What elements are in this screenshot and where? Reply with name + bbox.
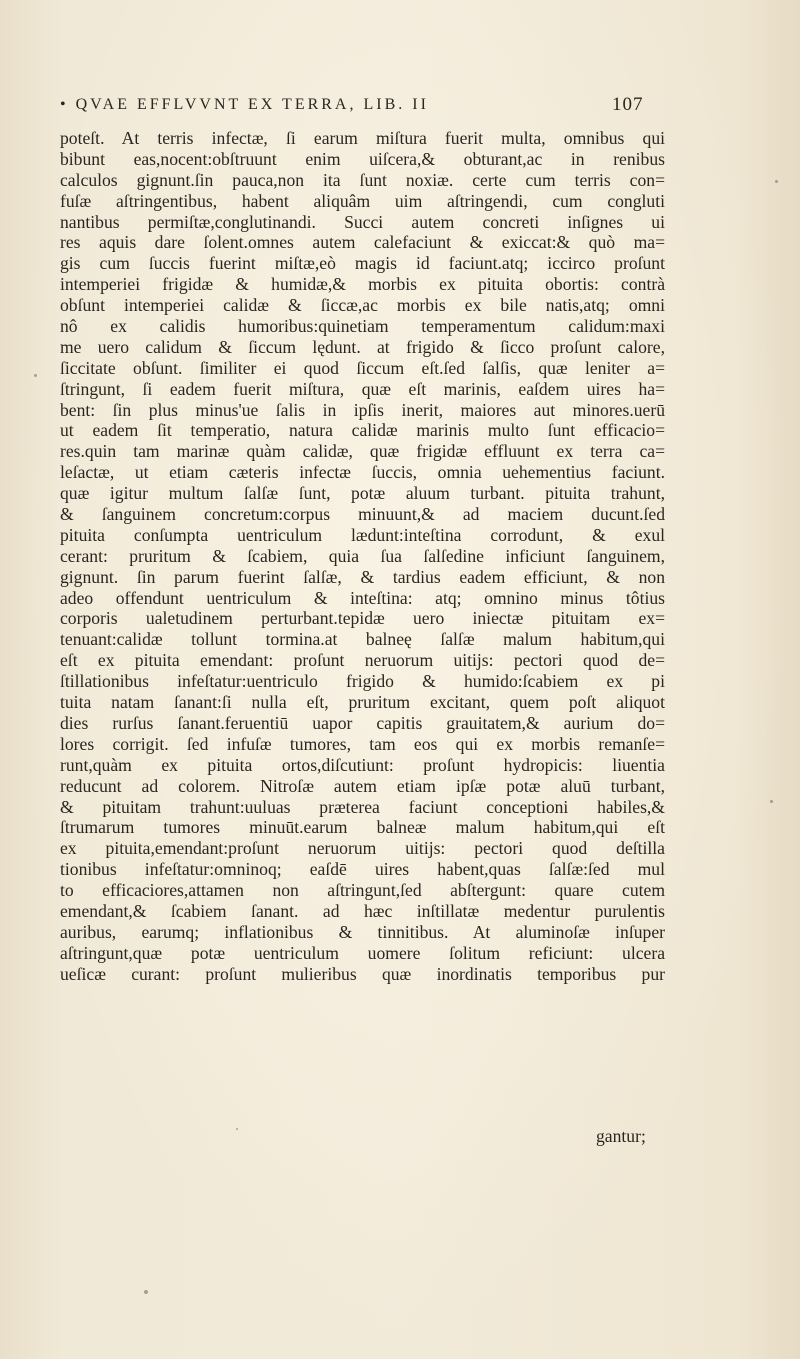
text-line: adeo offendunt uentriculum & inteſtina: atq; omnino minus tôtius (60, 587, 665, 608)
text-line: obſunt intemperiei calidæ & ſiccæ,ac morbis ex bile natis,atq; omni (60, 295, 665, 316)
text-line: auribus, earumq; inflationibus & tinnitibus. At aluminoſæ inſuper (60, 921, 665, 942)
text-line: ut eadem ſit temperatio, natura calidæ marinis multo ſunt efficacio= (60, 420, 665, 441)
text-line: pituita conſumpta uentriculum lædunt:inteſtina corrodunt, & exul (60, 524, 665, 545)
text-line: eſt ex pituita emendant: proſunt neruorum uitijs: pectori quod de= (60, 650, 665, 671)
text-line: quæ igitur multum ſalſæ ſunt, potæ aluum turbant. pituita trahunt, (60, 483, 665, 504)
text-line: ſiccitate obſunt. ſimiliter ei quod ſiccum eſt.ſed ſalſis, quæ leniter a= (60, 357, 665, 378)
text-line: leſactæ, ut etiam cæteris infectæ ſuccis, omnia uehementius faciunt. (60, 462, 665, 483)
text-line: res.quin tam marinæ quàm calidæ, quæ frigidæ effluunt ex terra ca= (60, 441, 665, 462)
text-line: intemperiei frigidæ & humidæ,& morbis ex pituita obortis: contrà (60, 274, 665, 295)
text-line: & ſanguinem concretum:corpus minuunt,& ad maciem ducunt.ſed (60, 504, 665, 525)
text-line: corporis ualetudinem perturbant.tepidæ uero iniectæ pituitam ex= (60, 608, 665, 629)
ink-speck (770, 800, 773, 803)
text-line: tuita natam ſanant:ſi nulla eſt, pruritum excitant, quem poſt aliquot (60, 692, 665, 713)
text-line: nô ex calidis humoribus:quinetiam temperamentum calidum:maxi (60, 316, 665, 337)
text-line: lores corrigit. ſed infuſæ tumores, tam eos qui ex morbis remanſe= (60, 733, 665, 754)
text-line: runt,quàm ex pituita ortos,diſcutiunt: proſunt hydropicis: liuentia (60, 754, 665, 775)
text-line: reducunt ad colorem. Nitroſæ autem etiam ipſæ potæ aluū turbant, (60, 775, 665, 796)
text-line: me uero calidum & ſiccum lędunt. at frigido & ſicco proſunt calore, (60, 336, 665, 357)
page-number: 107 (612, 94, 644, 115)
text-line: cerant: pruritum & ſcabiem, quia ſua ſalſedine inficiunt ſanguinem, (60, 545, 665, 566)
text-line: gignunt. ſin parum fuerint ſalſæ, & tardius eadem efficiunt, & non (60, 566, 665, 587)
text-line: bibunt eas,nocent:obſtruunt enim uiſcera,& obturant,ac in renibus (60, 148, 665, 169)
text-line: nantibus permiſtæ,conglutinandi. Succi autem concreti inſignes ui (60, 211, 665, 232)
ink-speck (775, 180, 778, 183)
text-line: fuſæ aſtringentibus, habent aliquâm uim aſtringendi, cum congluti (60, 190, 665, 211)
running-head-title: • QVAE EFFLVVNT EX TERRA, LIB. II (60, 96, 429, 113)
ink-speck (236, 1128, 238, 1130)
text-line: ſtrumarum tumores minuūt.earum balneæ malum habitum,qui eſt (60, 817, 665, 838)
text-line: aſtringunt,quæ potæ uentriculum uomere ſolitum reficiunt: ulcera (60, 942, 665, 963)
text-line: dies rurſus ſanant.feruentiū uapor capitis grauitatem,& aurium do= (60, 712, 665, 733)
text-line: to efficaciores,attamen non aſtringunt,ſed abſtergunt: quare cutem (60, 880, 665, 901)
text-line: poteſt. At terris infectæ, ſi earum miſtura fuerit multa, omnibus qui (60, 128, 665, 148)
text-line: ſtillationibus infeſtatur:uentriculo frigido & humido:ſcabiem ex pi (60, 671, 665, 692)
text-line: res aquis dare ſolent.omnes autem calefaciunt & exiccat:& quò ma= (60, 232, 665, 253)
text-line: tenuant:calidæ tollunt tormina.at balneę ſalſæ malum habitum,qui (60, 629, 665, 650)
text-line: calculos gignunt.ſin pauca,non ita ſunt noxiæ. certe cum terris con= (60, 169, 665, 190)
text-line: tionibus infeſtatur:omninoq; eaſdē uires habent,quas ſalſæ:ſed mul (60, 859, 665, 880)
text-line: ſtringunt, ſi eadem fuerit miſtura, quæ eſt marinis, eaſdem uires ha= (60, 378, 665, 399)
text-line: gis cum ſuccis fuerint miſtæ,eò magis id faciunt.atq; iccirco proſunt (60, 253, 665, 274)
ink-speck (34, 374, 37, 377)
text-line: emendant,& ſcabiem ſanant. ad hæc inſtillatæ medentur purulentis (60, 900, 665, 921)
text-line: bent: ſin plus minus'ue ſalis in ipſis inerit, maiores aut minores.uerū (60, 399, 665, 420)
catchword: gantur; (596, 1126, 646, 1146)
text-line: ueſicæ curant: proſunt mulieribus quæ inordinatis temporibus pur (60, 963, 665, 984)
body-text (60, 128, 665, 985)
text-line: & pituitam trahunt:uuluas præterea faciunt conceptioni habiles,& (60, 796, 665, 817)
text-line: ex pituita,emendant:proſunt neruorum uitijs: pectori quod deſtilla (60, 838, 665, 859)
running-head (60, 96, 660, 122)
ink-speck (144, 1290, 148, 1294)
